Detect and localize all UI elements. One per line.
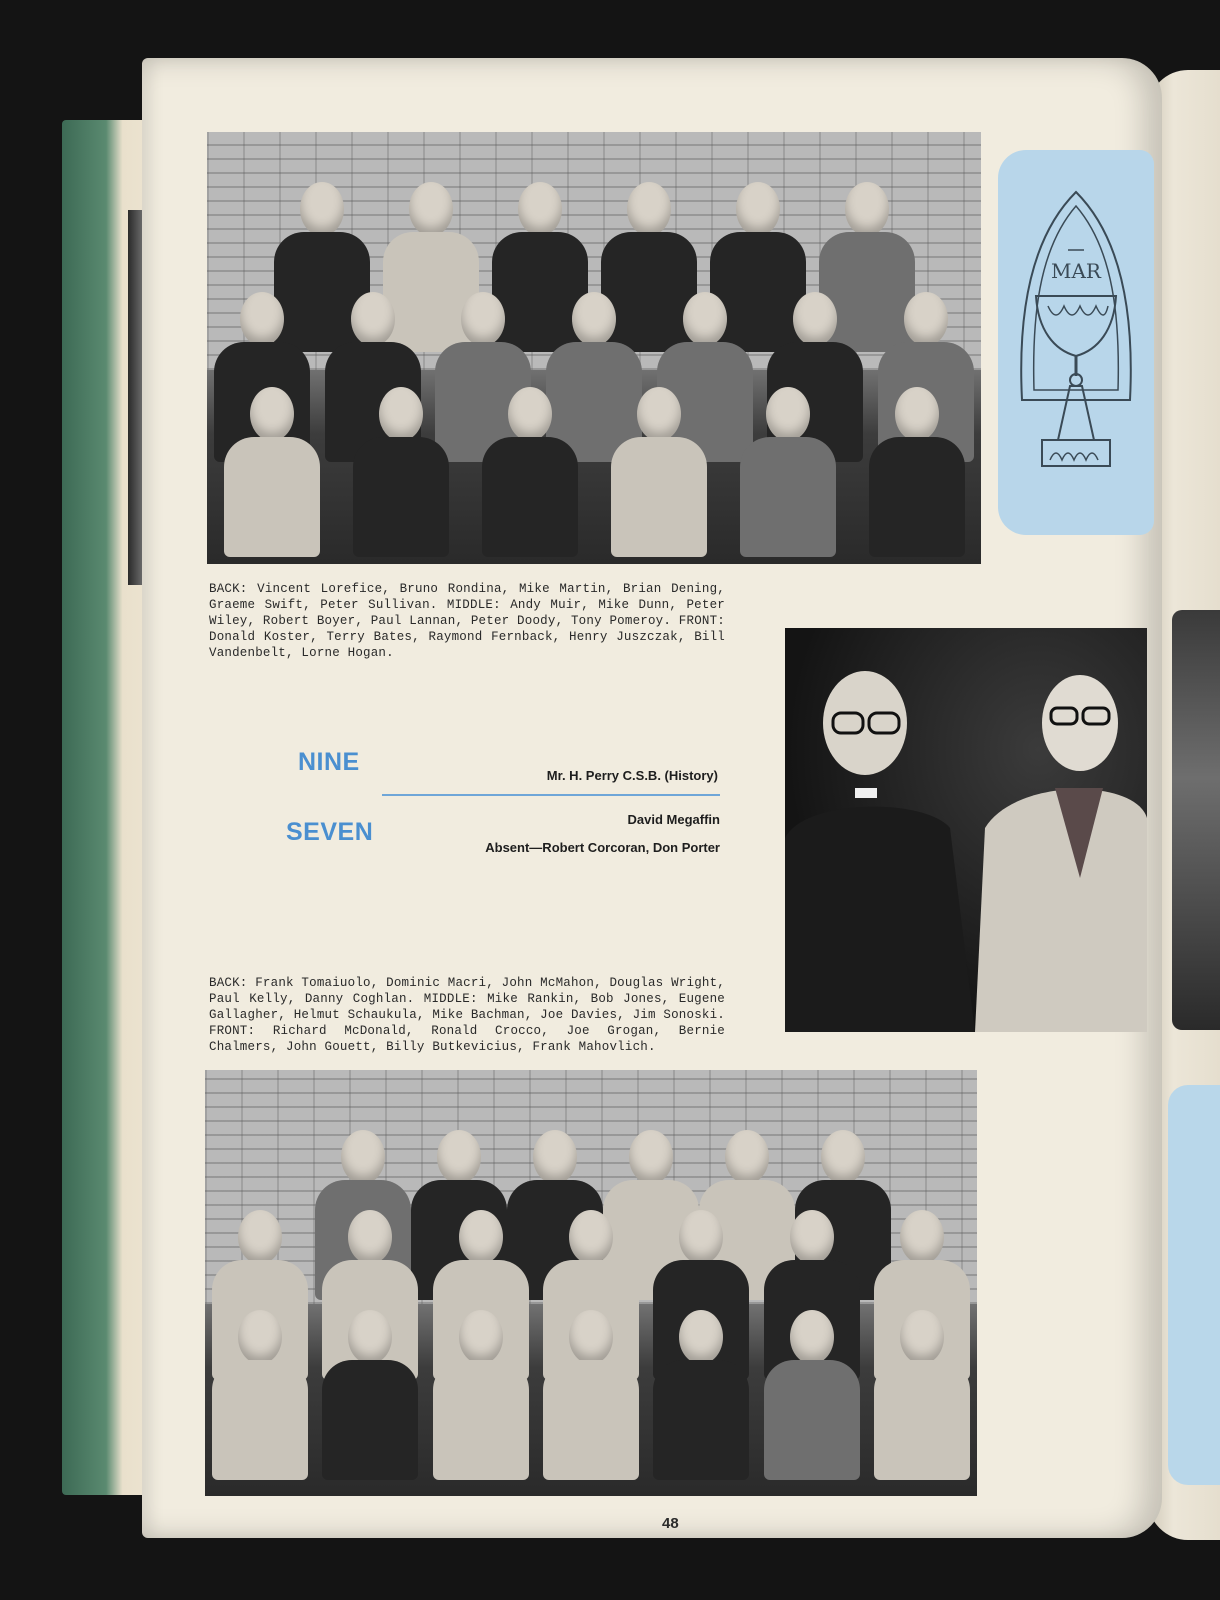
teacher-student-portrait [785, 628, 1147, 1032]
teacher-name: Mr. H. Perry C.S.B. (History) [546, 768, 718, 783]
class-president: David Megaffin [627, 812, 720, 827]
emblem-monogram: MAR [1051, 259, 1101, 283]
absent-students: Absent—Robert Corcoran, Don Porter [485, 840, 720, 855]
next-page-photo-sliver [1172, 610, 1220, 1030]
class-photo-bottom [205, 1070, 977, 1496]
heading-divider [382, 794, 720, 796]
top-photo-caption: BACK: Vincent Lorefice, Bruno Rondina, Mike Martin, Brian Dening, Graeme Swift, Peter Sullivan. MIDDLE: Andy Muir, Mike Dunn, Peter Wiley, Robert Boyer, Paul Lannan, Peter Doody, Tony Pomeroy. FRONT: Donald Koster, Terry Bates, Raymond Fernback, Henry Juszczak, Bill Vandenbelt, Lorne Hogan. [209, 582, 725, 660]
class-photo-top [207, 132, 981, 564]
class-heading-nine: NINE [298, 748, 360, 776]
class-heading-seven: SEVEN [286, 818, 374, 846]
next-page-emblem-sliver [1168, 1085, 1220, 1485]
page-number: 48 [662, 1515, 679, 1532]
chalice-emblem [998, 150, 1154, 535]
bottom-photo-caption: BACK: Frank Tomaiuolo, Dominic Macri, John McMahon, Douglas Wright, Paul Kelly, Danny Coghlan. MIDDLE: Mike Rankin, Bob Jones, Eugene Gallagher, Helmut Schaukula, Mike Bachman, Joe Davies, Jim Sonoski. FRONT: Richard McDonald, Ronald Crocco, Joe Grogan, Bernie Chalmers, John Gouett, Billy Butkevicius, Frank Mahovlich. [209, 976, 725, 1054]
